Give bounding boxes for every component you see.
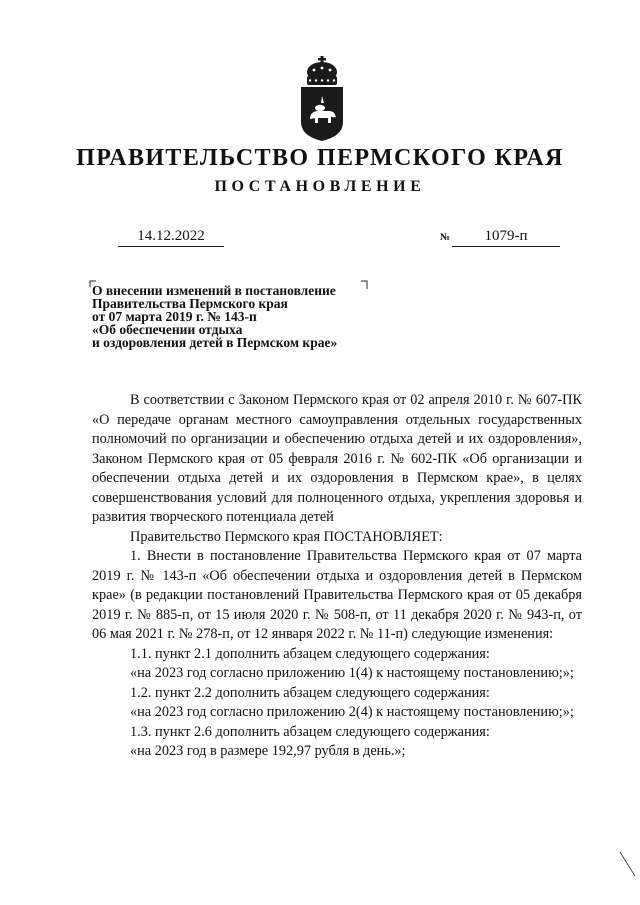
item-1-2-text: «на 2023 год согласно приложению 2(4) к настоящему постановлению;»; xyxy=(130,704,574,720)
subject-line: и оздоровления детей в Пермском крае» xyxy=(92,335,338,350)
subject-line: от 07 марта 2019 г. № 143-п xyxy=(92,309,257,324)
resolves-paragraph: Правительство Пермского края ПОСТАНОВЛЯЕТ: xyxy=(130,528,443,545)
subject-line: «Об обеспечении отдыха xyxy=(92,322,243,337)
subject-line: Правительства Пермского края xyxy=(92,296,288,311)
number-sign: № xyxy=(440,232,451,243)
item-1-paragraph: 1. Внести в постановление Правительства Пермского края от 07 марта 2019 г. № 143-п «Об обеспечении отдыха и оздоровления детей в Пермском крае» (в редакции постановлений Правительства Пермского края от 05 декабря 2019 г. № 885-п, от 15 июля 2020 г. № 508-п, от 11 декабря 2020 г. № 943-п, от 06 мая 2021 г. № 278-п, от 12 января 2022 г. № 11-п) следующие изменения: xyxy=(92,548,582,642)
coat-of-arms-emblem xyxy=(296,56,348,142)
document-type: ПОСТАНОВЛЕНИЕ xyxy=(214,178,426,195)
preamble-paragraph: В соответствии с Законом Пермского края от 02 апреля 2010 г. № 607-ПК «О передаче органам местного самоуправления отдельных государственных полномочий по организации и обеспечению отдыха детей и их оздоровления», Законом Пермского края от 05 февраля 2016 г. № 602-ПК «Об организации и обеспечении отдыха детей и их оздоровления в Пермском крае», в целях совершенствования условий для полноценного отдыха, укрепления здоровья и развития творческого потенциала детей xyxy=(92,392,582,525)
item-1-3-text: «на 2023 год в размере 192,97 рубля в день.»; xyxy=(130,743,406,759)
government-title: ПРАВИТЕЛЬСТВО ПЕРМСКОГО КРАЯ xyxy=(76,145,564,171)
document-body xyxy=(92,391,582,762)
margin-pen-mark xyxy=(618,850,638,880)
item-1-3-paragraph: 1.3. пункт 2.6 дополнить абзацем следующего содержания: xyxy=(130,723,490,740)
item-1-2-paragraph: 1.2. пункт 2.2 дополнить абзацем следующего содержания: xyxy=(130,684,490,701)
document-number: 1079-п xyxy=(452,226,560,247)
document-subject xyxy=(92,284,392,349)
document-date: 14.12.2022 xyxy=(118,226,224,247)
subject-line: О внесении изменений в постановление xyxy=(92,283,336,298)
item-1-1-text: «на 2023 год согласно приложению 1(4) к настоящему постановлению;»; xyxy=(130,665,574,681)
item-1-1-paragraph: 1.1. пункт 2.1 дополнить абзацем следующего содержания: xyxy=(130,645,490,662)
